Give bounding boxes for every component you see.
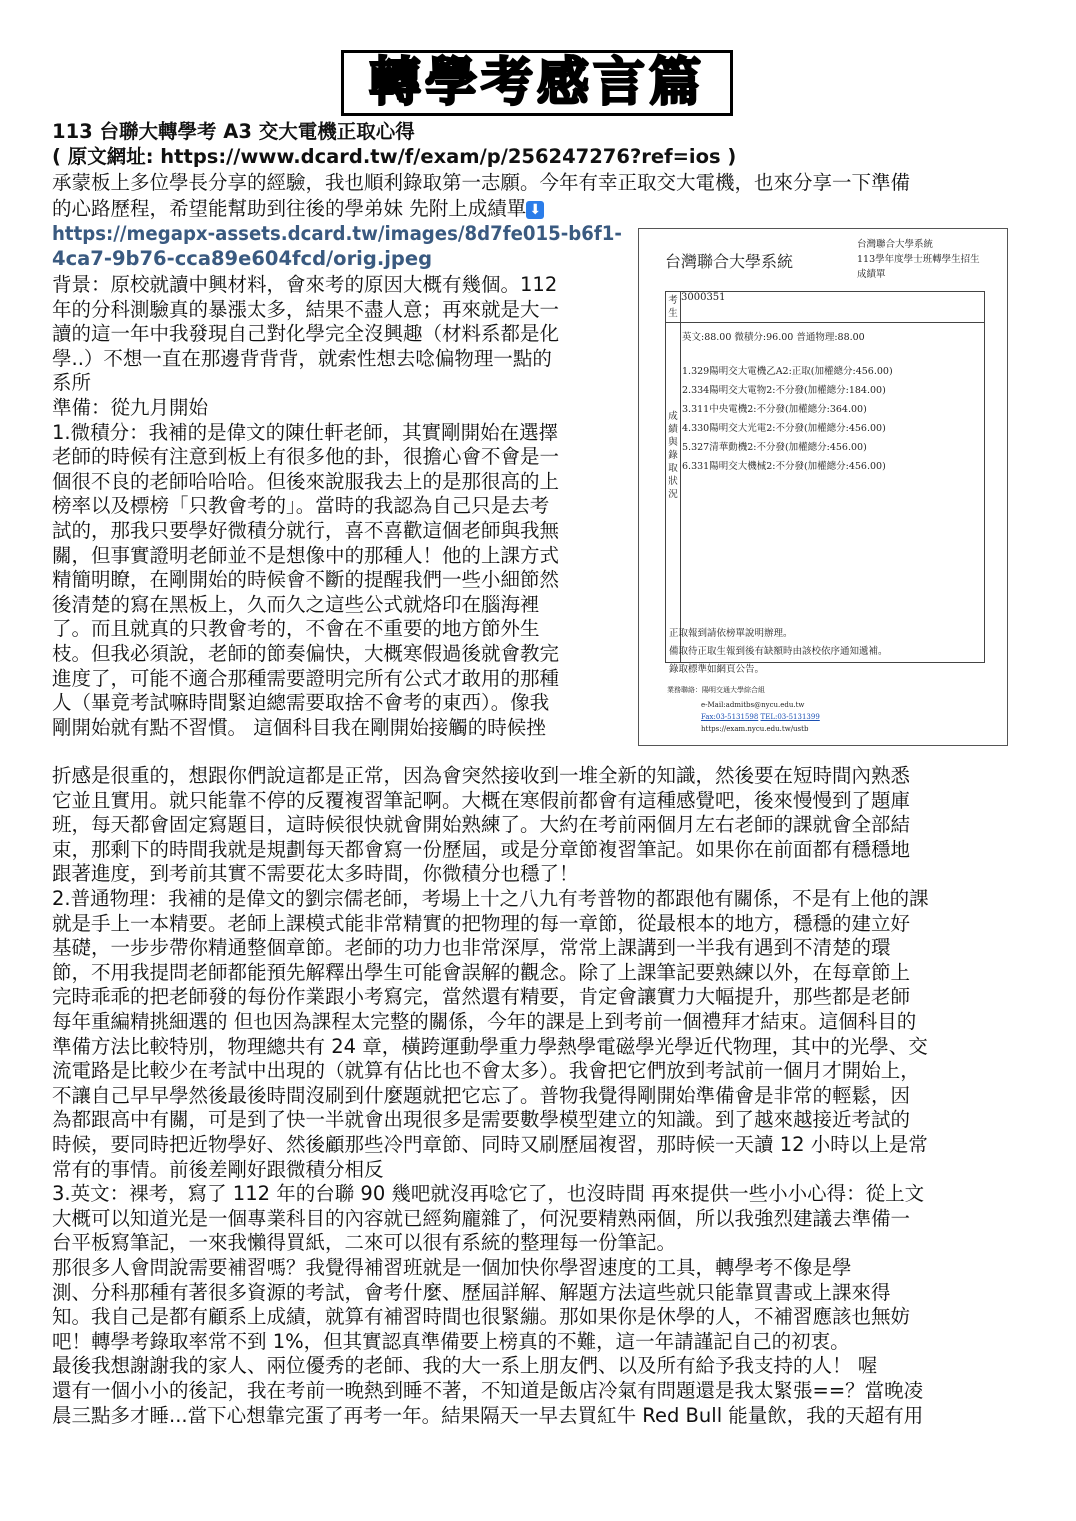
- text-line: [52, 197, 544, 221]
- text-line: 常有的事情。前後差剛好跟微積分相反: [52, 1157, 384, 1181]
- sheet-result-item: 5.327清華動機2:不分發(加權總分:456.00): [682, 442, 867, 453]
- text-line: 跟著進度，到考前其實不需要花太多時間，你微積分也穩了！: [52, 862, 579, 886]
- text-line: 人（畢竟考試嘛時間緊迫總需要取捨不會考的東西）。像我: [52, 691, 550, 715]
- text-line: 時候，要同時把近物學好、然後顧那些冷門章節、同時又刷歷屆複習，那時候一天讀 12 小時以上是常: [52, 1133, 928, 1156]
- sheet-org-line: 113學年度學士班轉學生招生: [857, 254, 980, 265]
- text-line: 關，但事實證明老師並不是想像中的那種人！他的上課方式: [52, 543, 560, 567]
- score-sheet-image: [638, 228, 1008, 746]
- text-line: 那很多人會問說需要補習嗎？我覺得補習班就是一個加快你學習速度的工具，轉學考不像是學: [52, 1256, 852, 1279]
- sheet-result-item: 4.330陽明交大光電2:不分發(加權總分:456.00): [682, 423, 886, 434]
- sheet-result-label: 成績與錄取狀況: [668, 411, 678, 500]
- text-line: 枝。但我必須說，老師的節奏偏快，大概寒假過後就會教完: [52, 642, 560, 665]
- text-line: 準備方法比較特別，物理總共有 24 章，橫跨運動學重力學熱學電磁學光學近代物理，其中的光學、交: [52, 1034, 928, 1058]
- text-line: 剛開始就有點不習慣。 這個科目我在剛開始接觸的時候挫: [52, 715, 546, 739]
- scorecard-link[interactable]: 4ca7-9b76-cca89e604fcd/orig.jpeg: [52, 247, 433, 270]
- sheet-contact-label: 業務聯絡：陽明交通大學綜合組: [667, 686, 765, 694]
- text-line: 它並且實用。就只能靠不停的反覆複習筆記啊。大概在寒假前都會有這種感覺吧，後來慢慢到了題庫: [52, 788, 911, 812]
- text-line: 後清楚的寫在黑板上，久而久之這些公式就烙印在腦海裡: [52, 592, 540, 616]
- text-line: 最後我想謝謝我的家人、兩位優秀的老師、我的大一系上朋友們、以及所有給予我支持的人！ 喔: [52, 1354, 878, 1378]
- page-title: 轉學考感言篇: [368, 53, 705, 113]
- down-arrow-icon: ⬇: [526, 201, 544, 219]
- text-line: 完時乖乖的把老師發的每份作業跟小考寫完，當然還有精要，肯定會讓實力大幅提升，那些都是老師: [52, 985, 911, 1009]
- text-line: 老師的時候有注意到板上有很多他的卦，很擔心會不會是一: [52, 445, 560, 469]
- sheet-table: [665, 291, 985, 663]
- sheet-exam-label: 考生: [668, 295, 678, 319]
- text-line: 每年重編精挑細選的 但也因為課程太完整的關係，今年的課是上到考前一個禮拜才結束。這個科目的: [52, 1010, 917, 1033]
- sheet-result-item: 3.311中央電機2:不分發(加權總分:364.00): [682, 404, 867, 415]
- text-line: 榜率以及標榜「只教會考的」。當時的我認為自己只是去考: [52, 494, 550, 518]
- sheet-note: 正取報到請依榜單說明辦理。: [669, 628, 793, 639]
- page-title-box: [341, 50, 733, 116]
- sheet-scores: 英文:88.00 微積分:96.00 普通物理:88.00: [682, 332, 865, 343]
- text-line: 大概可以知道光是一個專業科目的內容就已經夠龐雜了，何況要精熟兩個，所以我強烈建議去準備一: [52, 1206, 911, 1230]
- text-line: 精簡明瞭，在剛開始的時候會不斷的提醒我們一些小細節然: [52, 568, 560, 592]
- text-line: 不讓自己早早學然後最後時間沒刷到什麼題就把它忘了。普物我覺得剛開始準備會是非常的輕鬆，因: [52, 1083, 911, 1107]
- text-line: 束，那剩下的時間我就是規劃每天都會寫一份歷屆，或是分章節複習筆記。如果你在前面都有穩穩地: [52, 837, 911, 861]
- text-line: 折感是很重的，想跟你們說這都是正常，因為會突然接收到一堆全新的知識，然後要在短時間內熟悉: [52, 764, 911, 787]
- text-line: 1.微積分：我補的是偉文的陳仕軒老師，其實剛開始在選擇: [52, 420, 559, 444]
- text-line: 就是手上一本精要。老師上課模式能非常精實的把物理的每一章節，從最根本的地方，穩穩的建立好: [52, 911, 911, 935]
- sheet-org: [857, 237, 980, 282]
- sheet-org-line: 台灣聯合大學系統: [857, 239, 934, 250]
- text-line: 節，不用我提問老師都能預先解釋出學生可能會誤解的觀念。除了上課筆記要熟練以外，在每章節上: [52, 960, 911, 984]
- text-line: 個很不良的老師哈哈哈。但後來說服我去上的是那很高的上: [52, 469, 560, 493]
- text-line: 試的，那我只要學好微積分就行，喜不喜歡這個老師與我無: [52, 519, 560, 542]
- text-line: 113 台聯大轉學考 A3 交大電機正取心得: [52, 120, 415, 143]
- sheet-contact-tel: TEL:03-5131399: [760, 713, 820, 721]
- text-line: 3.英文：裸考，寫了 112 年的台聯 90 幾吧就沒再唸它了，也沒時間 再來提供一些小小心得：從上文: [52, 1182, 925, 1206]
- sheet-result-item: 6.331陽明交大機械2:不分發(加權總分:456.00): [682, 461, 886, 472]
- sheet-result-item: 2.334陽明交大電物2:不分發(加權總分:184.00): [682, 385, 886, 396]
- sheet-contact-email: e-Mail:admitbs@nycu.edu.tw: [701, 701, 805, 709]
- text-line: 測、分科那種有著很多資源的考試，會考什麼、歷屆詳解、解題方法這些就只能靠買書或上課來得: [52, 1280, 891, 1304]
- sheet-exam-number: 3000351: [681, 292, 726, 303]
- text-line: 學..）不想一直在那邊背背背，就索性想去唸偏物理一點的: [52, 346, 552, 370]
- text-line: 還有一個小小的後記，我在考前一晚熱到睡不著，不知道是飯店冷氣有問題還是我太緊張==？當晚凌: [52, 1379, 924, 1402]
- scorecard-link[interactable]: https://megapx-assets.dcard.tw/images/8d7fe015-b6f1-: [52, 222, 622, 245]
- text-line: 進度了，可能不適合那種需要證明完所有公式才敢用的那種: [52, 666, 560, 690]
- text-line: 班，每天都會固定寫題目，這時候很快就會開始熟練了。大約在考前兩個月左右老師的課就會全部結: [52, 813, 911, 837]
- sheet-org-line: 成績單: [857, 269, 886, 280]
- text-line: 2.普通物理：我補的是偉文的劉宗儒老師，考場上十之八九有考普物的都跟他有關係，不是有上他的課: [52, 887, 929, 910]
- text-line: 流電路是比較少在考試中出現的（就算有佔比也不會太多）。我會把它們放到考試前一個月才開始上，: [52, 1059, 920, 1083]
- text-line: 背景：原校就讀中興材料，會來考的原因大概有幾個。112: [52, 273, 558, 296]
- sheet-contact-url: https://exam.nycu.edu.tw/ustb: [701, 725, 809, 733]
- text-line: 承蒙板上多位學長分享的經驗，我也順利錄取第一志願。今年有幸正取交大電機，也來分享一下準備: [52, 171, 911, 194]
- text-line-content: 的心路歷程，希望能幫助到往後的學弟妹 先附上成績單: [52, 197, 527, 220]
- text-line: 晨三點多才睡...當下心想靠完蛋了再考一年。結果隔天一早去買紅牛 Red Bull 能量飲，我的天超有用: [52, 1403, 924, 1427]
- sheet-note: 備取待正取生報到後有缺額時由該校依序通知遞補。: [669, 646, 888, 657]
- text-line: 系所: [52, 371, 92, 395]
- text-line: 吧！轉學考錄取率常不到 1%，但其實認真準備要上榜真的不難，這一年請謹記自己的初衷。: [52, 1329, 850, 1353]
- text-line: 年的分科測驗真的暴漲太多，結果不盡人意；再來就是大一: [52, 297, 560, 321]
- text-line: 讀的這一年中我發現自己對化學完全沒興趣（材料系都是化: [52, 322, 560, 346]
- text-line: 基礎，一步步帶你精通整個章節。老師的功力也非常深厚，常常上課講到一半我有遇到不清楚的環: [52, 936, 891, 960]
- sheet-contact-phone: [701, 713, 820, 721]
- text-line: 為都跟高中有關，可是到了快一半就會出現很多是需要數學模型建立的知識。到了越來越接近考試的: [52, 1108, 911, 1132]
- text-line: 知。我自己是都有顧系上成績，就算有補習時間也很緊繃。那如果你是休學的人，不補習應該也無妨: [52, 1305, 911, 1329]
- sheet-note: 錄取標準如網頁公告。: [669, 664, 765, 675]
- text-line: 台平板寫筆記，一來我懶得買紙，二來可以很有系統的整理每一份筆記。: [52, 1231, 677, 1255]
- text-line: ( 原文網址: https://www.dcard.tw/f/exam/p/256247276?ref=ios ): [52, 145, 737, 168]
- text-line: 了。而且就真的只教會考的，不會在不重要的地方節外生: [52, 617, 540, 641]
- sheet-system-name: 台灣聯合大學系統: [665, 252, 794, 271]
- sheet-result-item: 1.329陽明交大電機乙A2:正取(加權總分:456.00): [682, 366, 893, 377]
- sheet-contact-fax: Fax:03-5131598: [701, 713, 759, 721]
- text-line: 準備：從九月開始: [52, 396, 209, 419]
